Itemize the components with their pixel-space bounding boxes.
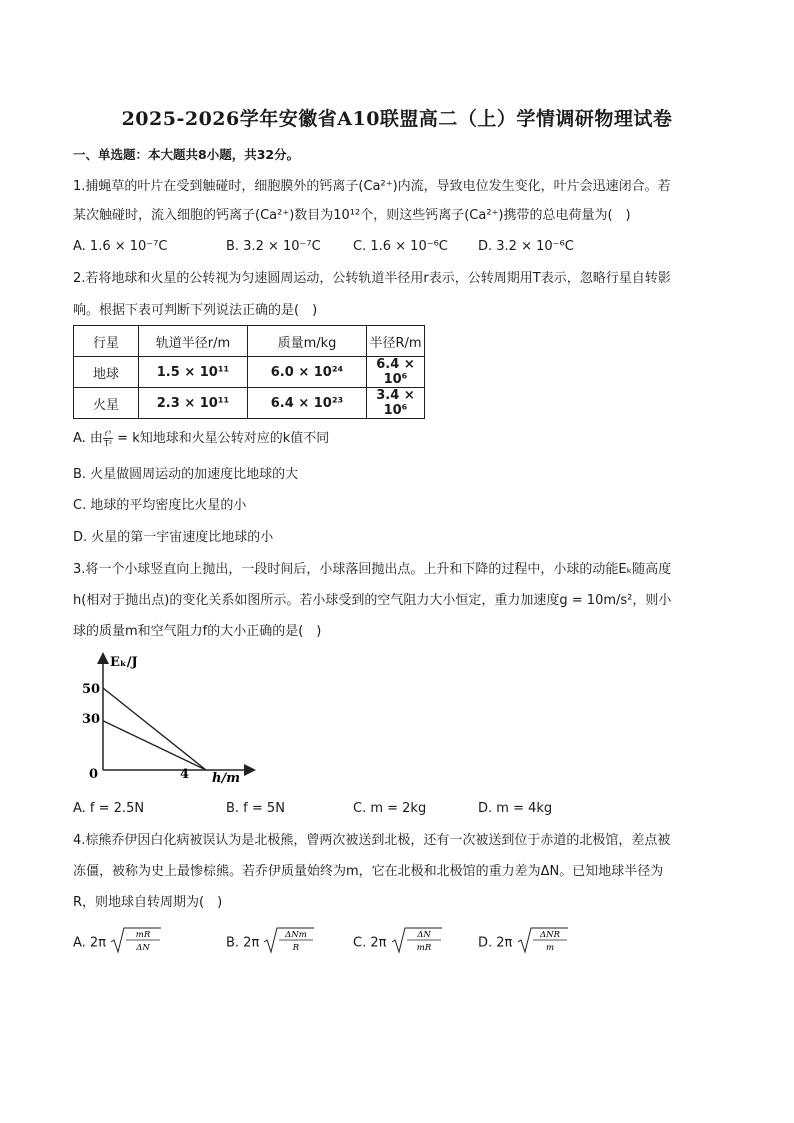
fraction-denominator: R: [293, 943, 300, 953]
sqrt-expression: [391, 926, 443, 960]
y-axis-label: Eₖ/J: [110, 655, 138, 670]
q4-option-b: [226, 926, 315, 960]
fraction-denominator: mR: [416, 943, 431, 953]
table-cell: 火星: [74, 388, 139, 419]
q1-stem-line-2: 某次触碰时，流入细胞的钙离子(Ca²⁺)数目为10¹²个，则这些钙离子(Ca²⁺)携带的总电荷量为( ): [73, 208, 631, 223]
q2-option-a: [73, 428, 329, 450]
fraction-numerator: r³: [104, 429, 112, 438]
table-header-cell: 质量m/kg: [248, 326, 367, 357]
ek-h-graph: [78, 652, 258, 787]
table-cell: 6.4 × 10²³: [248, 388, 367, 419]
sqrt-sign: [263, 926, 315, 954]
table-cell: 地球: [74, 357, 139, 388]
q2-option-a-prefix: A. 由: [73, 431, 103, 446]
y-tick-label: 50: [82, 682, 101, 697]
q1-stem-line-1: 1.捕蝇草的叶片在受到触碰时，细胞膜外的钙离子(Ca²⁺)内流，导致电位发生变化，叶片会迅速闭合。若: [73, 179, 671, 194]
q3-option-c: C. m = 2kg: [353, 801, 427, 816]
option-label: D. 2π: [478, 935, 513, 951]
sqrt-expression: [110, 926, 162, 960]
q3-stem-line-1: 3.将一个小球竖直向上抛出，一段时间后，小球落回抛出点。上升和下降的过程中，小球的动能Eₖ随高度: [73, 562, 672, 577]
q1-option-d: D. 3.2 × 10⁻⁶C: [478, 239, 574, 254]
origin-label: 0: [89, 767, 99, 782]
table-row: [74, 357, 425, 388]
q4-option-d: [478, 926, 569, 960]
q3-option-b: B. f = 5N: [226, 801, 285, 816]
table-cell: 6.0 × 10²⁴: [248, 357, 367, 388]
fraction: [103, 429, 113, 448]
table-header-cell: 行星: [74, 326, 139, 357]
q1-option-b: B. 3.2 × 10⁻⁷C: [226, 239, 321, 254]
option-label: B. 2π: [226, 935, 260, 951]
x-tick-label: 4: [180, 767, 190, 782]
q3-option-d: D. m = 4kg: [478, 801, 553, 816]
q3-stem-line-2: h(相对于抛出点)的变化关系如图所示。若小球受到的空气阻力大小恒定，重力加速度g = 10m/s²，则小: [73, 593, 672, 608]
fraction-numerator: mR: [135, 930, 151, 940]
fraction-numerator: ΔNm: [285, 930, 308, 940]
x-axis-label: h/m: [212, 771, 240, 786]
q4-stem-line-2: 冻僵，被称为史上最惨棕熊。若乔伊质量始终为m，它在北极和北极馆的重力差为ΔN。已知地球半径为: [73, 864, 664, 879]
q2-option-d: D. 火星的第一宇宙速度比地球的小: [73, 530, 274, 545]
table-header-row: [74, 326, 425, 357]
sqrt-expression: [263, 926, 315, 960]
q3-option-a: A. f = 2.5N: [73, 801, 145, 816]
table-header-cell: 轨道半径r/m: [139, 326, 248, 357]
q2-stem-line-2: 响。根据下表可判断下列说法正确的是( ): [73, 303, 318, 318]
fraction-denominator: T²: [103, 439, 113, 448]
q4-stem-line-3: R，则地球自转周期为( ): [73, 895, 223, 910]
table-header-cell: 半径R/m: [367, 326, 425, 357]
option-label: C. 2π: [353, 935, 387, 951]
q2-stem-line-1: 2.若将地球和火星的公转视为匀速圆周运动，公转轨道半径用r表示，公转周期用T表示，忽略行星自转影: [73, 271, 671, 286]
exam-title: 2025-2026学年安徽省A10联盟高二（上）学情调研物理试卷: [121, 108, 673, 130]
fraction-denominator: ΔN: [136, 943, 150, 953]
q1-option-a: A. 1.6 × 10⁻⁷C: [73, 239, 168, 254]
sqrt-sign: [391, 926, 443, 954]
q4-option-c: [353, 926, 443, 960]
table-cell: 1.5 × 10¹¹: [139, 357, 248, 388]
q1-option-c: C. 1.6 × 10⁻⁶C: [353, 239, 448, 254]
table-cell: 3.4 × 10⁶: [367, 388, 425, 419]
table-row: [74, 388, 425, 419]
table-cell: 6.4 × 10⁶: [367, 357, 425, 388]
q3-stem-line-3: 球的质量m和空气阻力f的大小正确的是( ): [73, 624, 322, 639]
section-heading: 一、单选题：本大题共8小题，共32分。: [73, 147, 300, 162]
series-line-1: [103, 688, 206, 770]
sqrt-expression: [517, 926, 569, 960]
sqrt-sign: [110, 926, 162, 954]
q2-option-c: C. 地球的平均密度比火星的小: [73, 498, 247, 513]
series-layer: [103, 688, 206, 770]
q2-option-a-suffix: = k知地球和火星公转对应的k值不同: [113, 431, 330, 446]
planet-data-table: [73, 325, 425, 419]
fraction-numerator: ΔN: [416, 930, 431, 940]
y-tick-label: 30: [82, 712, 101, 727]
q2-option-b: B. 火星做圆周运动的加速度比地球的大: [73, 467, 299, 482]
fraction-denominator: m: [545, 943, 554, 953]
q4-option-a: [73, 926, 162, 960]
sqrt-sign: [517, 926, 569, 954]
q4-stem-line-1: 4.棕熊乔伊因白化病被误认为是北极熊，曾两次被送到北极，还有一次被送到位于赤道的北极馆，差点被: [73, 833, 671, 848]
option-label: A. 2π: [73, 935, 107, 951]
table-cell: 2.3 × 10¹¹: [139, 388, 248, 419]
fraction-numerator: ΔNR: [539, 930, 560, 940]
